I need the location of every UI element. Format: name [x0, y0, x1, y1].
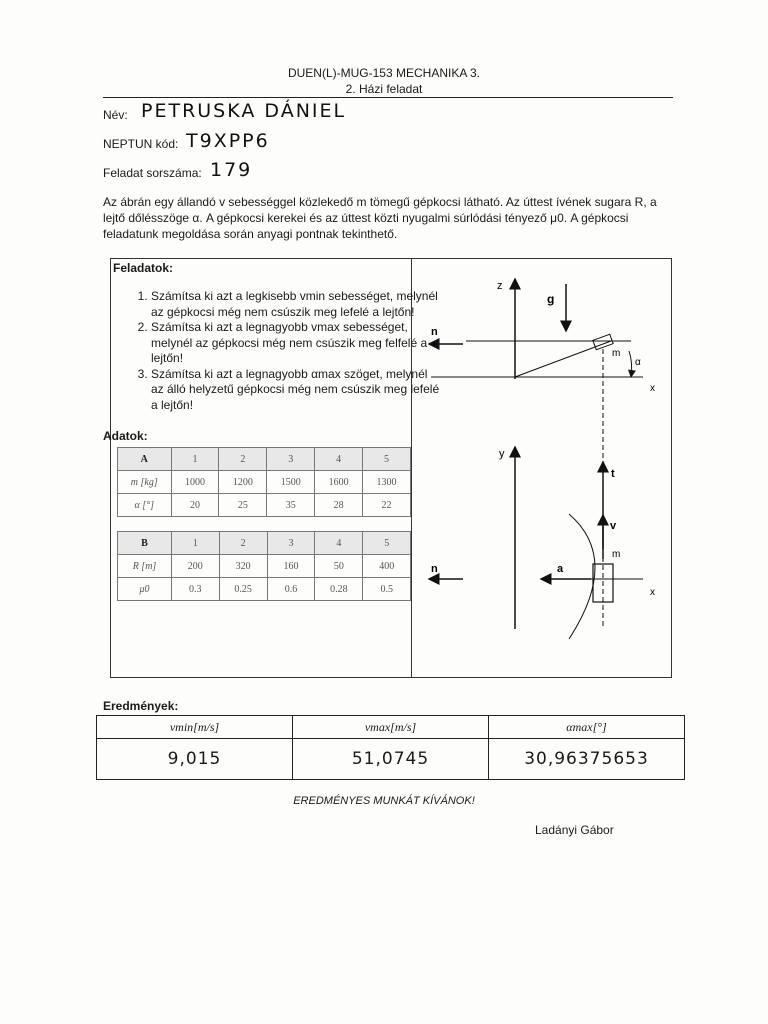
table-row: B 1 2 3 4 5: [118, 532, 411, 555]
alpha-max-header: αmax[°]: [489, 716, 685, 739]
alpha-arc: [629, 351, 632, 377]
x-label-top: x: [650, 383, 655, 394]
vmin-value: 9,015: [97, 739, 293, 780]
table-row: R [m] 200 320 160 50 400: [118, 555, 411, 578]
alpha-max-value: 30,96375653: [489, 739, 685, 780]
vmax-value: 51,0745: [293, 739, 489, 780]
results-title: Eredmények:: [103, 699, 179, 713]
task-number-value: 179: [210, 159, 253, 181]
table-row: m [kg] 1000 1200 1500 1600 1300: [118, 471, 411, 494]
task-item: 1. Számítsa ki azt a legkisebb vmin sebességet, melynél az gépkocsi még nem csúszik meg lefelé a lejtőn!: [151, 289, 441, 320]
closing-message: EREDMÉNYES MUNKÁT KÍVÁNOK!: [293, 795, 475, 807]
task-item: 3. Számítsa ki azt a legnagyobb αmax szöget, melynél az álló helyzetű gépkocsi még nem csúszik meg lefelé a lejtőn!: [151, 367, 441, 414]
data-title: Adatok:: [103, 429, 148, 443]
figure-box: [411, 258, 672, 678]
tasks-title: Feladatok:: [113, 261, 174, 275]
neptun-value: T9XPP6: [186, 130, 270, 152]
z-label: z: [497, 280, 503, 292]
results-header-row: [97, 716, 685, 739]
course-code: DUEN(L)-MUG-153 MECHANIKA 3.: [287, 66, 481, 80]
x-label-bottom: x: [650, 587, 655, 598]
results-value-row: [97, 739, 685, 780]
table-row: A 1 2 3 4 5: [118, 448, 411, 471]
data-table-a: [117, 447, 411, 517]
a-label: a: [557, 563, 564, 575]
n-label-bottom: n: [431, 563, 438, 575]
v-label: v: [610, 520, 617, 532]
name-label: Név:: [103, 108, 128, 122]
vmin-header: vmin[m/s]: [97, 716, 293, 739]
car-block-top: [593, 334, 613, 350]
neptun-label: NEPTUN kód:: [103, 137, 179, 151]
t-label: t: [611, 468, 615, 480]
task-number-label: Feladat sorszáma:: [103, 166, 202, 180]
m-label-top: m: [612, 348, 621, 359]
road-arc: [569, 514, 595, 639]
m-label-bottom: m: [612, 549, 621, 560]
alpha-label: α: [635, 357, 641, 368]
table-row: μ0 0.3 0.25 0.6 0.28 0.5: [118, 578, 411, 601]
n-label-top: n: [431, 326, 438, 338]
assignment-title: 2. Házi feladat: [345, 82, 423, 96]
results-table: [96, 715, 685, 780]
tasks-box: [103, 258, 440, 678]
task-item: 2. Számítsa ki azt a legnagyobb vmax sebességet, melynél az gépkocsi még nem csúszik meg felfelé a lejtőn!: [151, 320, 441, 367]
mechanics-diagram: [411, 259, 672, 679]
header-divider: [103, 97, 673, 98]
name-value: PETRUSKA DÁNIEL: [141, 100, 347, 122]
data-table-b: [117, 531, 411, 601]
slope-line: [515, 341, 611, 377]
table-row: α [°] 20 25 35 28 22: [118, 494, 411, 517]
g-label: g: [547, 292, 555, 306]
y-label: y: [499, 448, 505, 460]
author-name: Ladányi Gábor: [535, 823, 614, 837]
problem-description: Az ábrán egy állandó v sebességgel közlekedő m tömegű gépkocsi látható. Az úttest ívének sugara R, a lejtő dőlésszöge α. A gépkocsi kerekei és az úttest közti nyugalmi súrlódási tényező μ0. A gépkocsi feladatunk megoldása során anyagi pontnak tekinthető.: [103, 195, 657, 241]
task-list: [111, 289, 441, 413]
vmax-header: vmax[m/s]: [293, 716, 489, 739]
